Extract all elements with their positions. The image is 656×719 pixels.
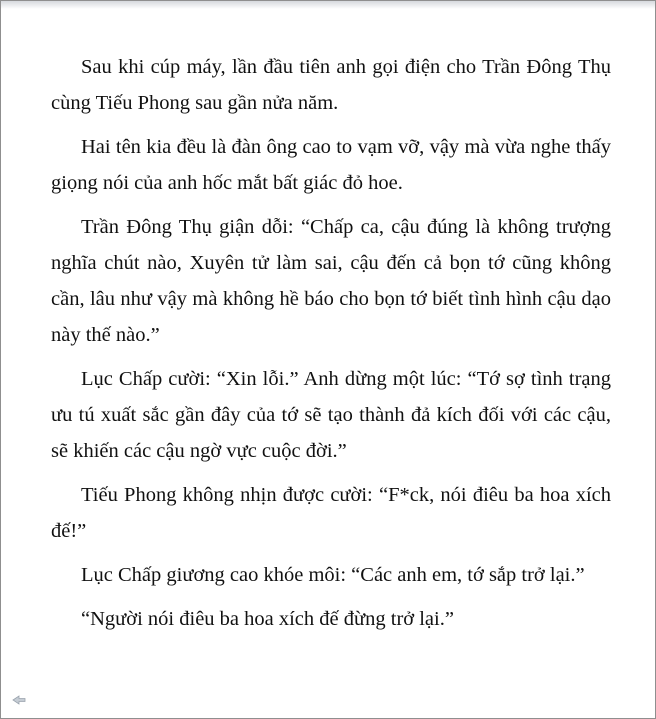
document-page bbox=[51, 49, 611, 645]
paragraph: Lục Chấp giương cao khóe môi: “Các anh em, tớ sắp trở lại.” bbox=[81, 564, 585, 586]
paragraph: Trần Đông Thụ giận dỗi: “Chấp ca, cậu đúng là không trượng nghĩa chút nào, Xuyên tử làm sai, cậu đến cả bọn tớ cũng không cần, lâu như vậy mà không hề báo cho bọn tớ biết tình hình cậu dạo này thế nào.” bbox=[51, 216, 611, 346]
arrow-left-icon[interactable] bbox=[12, 695, 26, 705]
paragraph: Lục Chấp cười: “Xin lỗi.” Anh dừng một lúc: “Tớ sợ tình trạng ưu tú xuất sắc gần đây của tớ sẽ tạo thành đả kích đối với các cậu, sẽ khiến các cậu ngờ vực cuộc đời.” bbox=[51, 368, 611, 462]
window-top-edge bbox=[1, 1, 655, 9]
paragraph: Sau khi cúp máy, lần đầu tiên anh gọi điện cho Trần Đông Thụ cùng Tiếu Phong sau gần nửa năm. bbox=[51, 56, 611, 114]
paragraph: Hai tên kia đều là đàn ông cao to vạm vỡ, vậy mà vừa nghe thấy giọng nói của anh hốc mắt bất giác đỏ hoe. bbox=[51, 136, 611, 194]
paragraph: “Người nói điêu ba hoa xích đế đừng trở lại.” bbox=[81, 608, 454, 630]
paragraph: Tiếu Phong không nhịn được cười: “F*ck, nói điêu ba hoa xích đế!” bbox=[51, 484, 611, 542]
